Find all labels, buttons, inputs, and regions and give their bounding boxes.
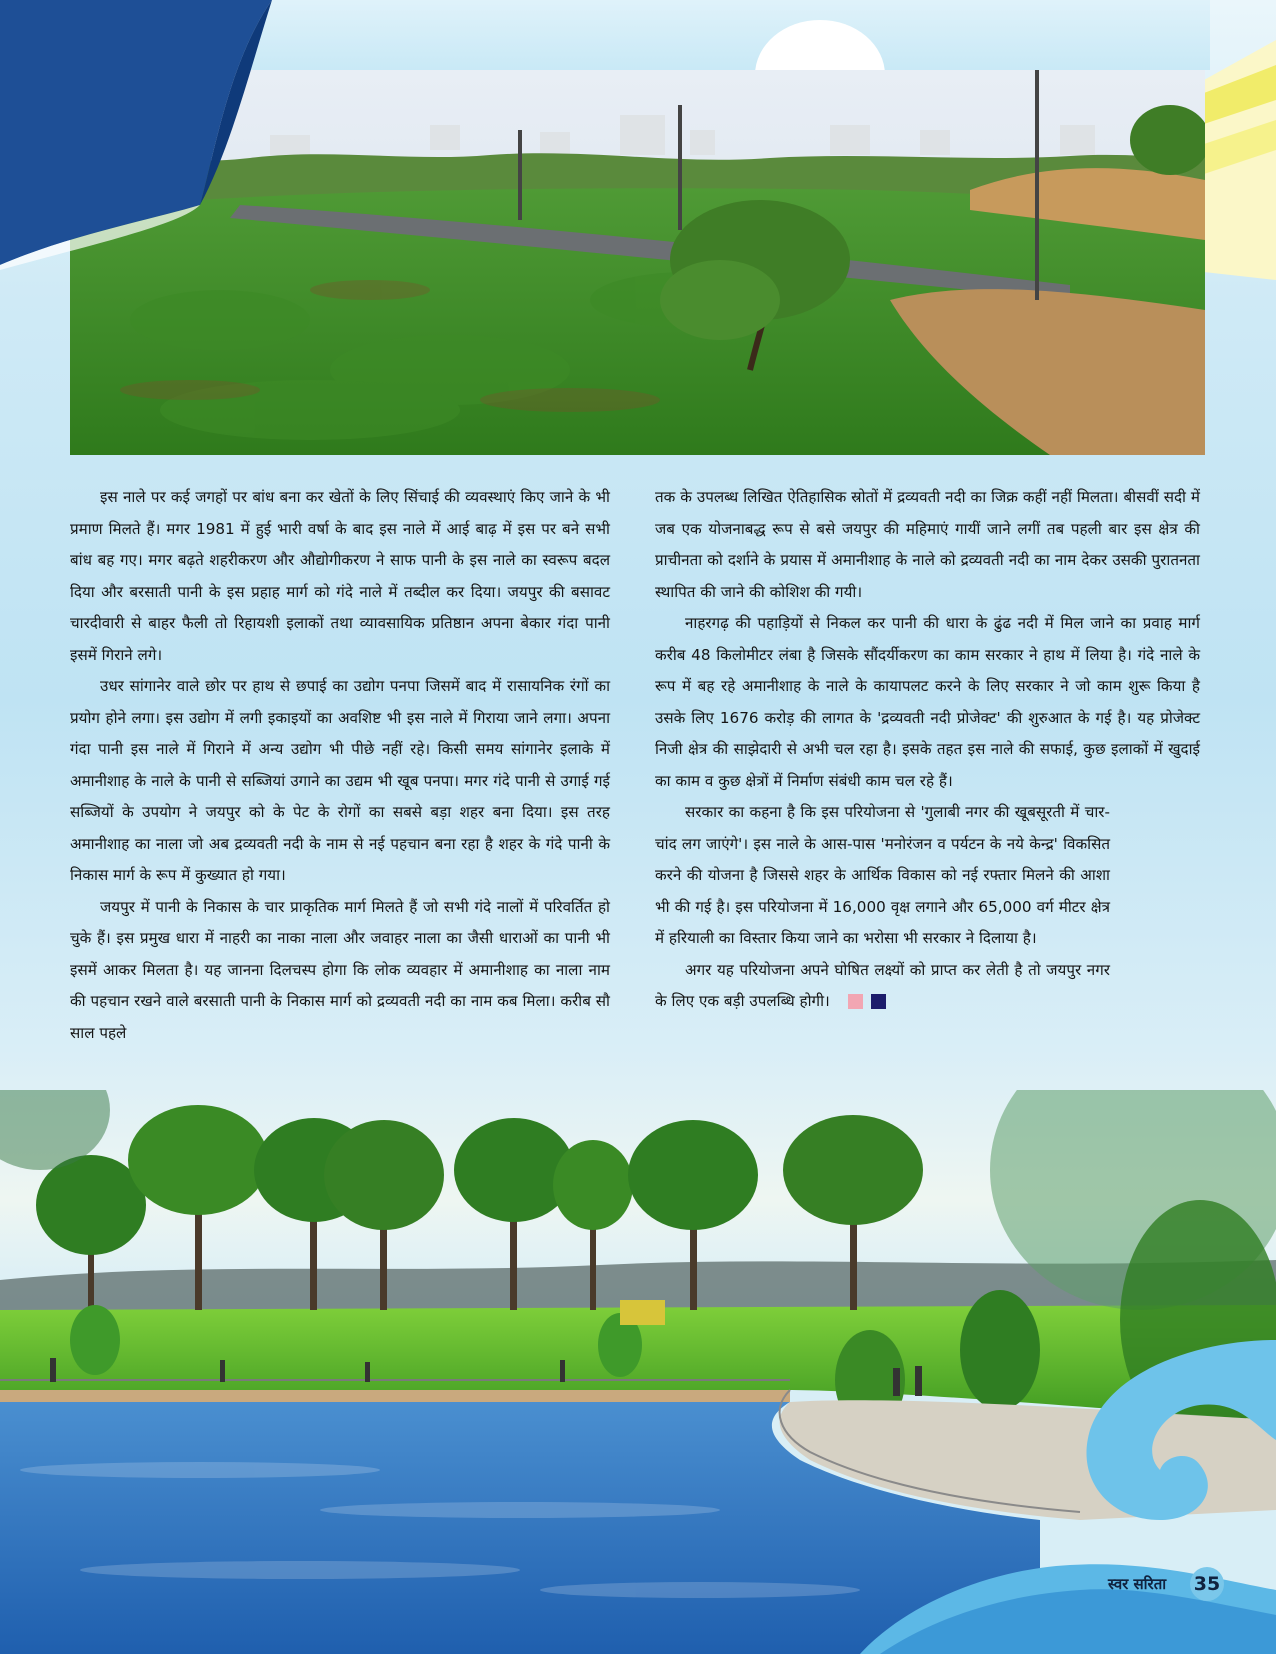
article-paragraph: तक के उपलब्ध लिखित ऐतिहासिक स्रोतों में द्रव्यवती नदी का जिक्र कहीं नहीं मिलता। बीसवीं सदी में जब एक योजनाबद्ध रूप से बसे जयपुर की महिमाएं गायीं जाने लगीं तब पहली बार इस क्षेत्र की प्राचीनता को दर्शाने के प्रयास में अमानीशाह के नाले को द्रव्यवती नदी का नाम देकर उसकी पुरातनता स्थापित की जाने की कोशिश की गयी।	[655, 488, 1200, 601]
article-paragraph: उधर सांगानेर वाले छोर पर हाथ से छपाई का उद्योग पनपा जिसमें बाद में रासायनिक रंगों का प्रयोग होने लगा। इस उद्योग में लगी इकाइयों का अवशिष्ट भी इस नाले में गिराया जाने लगा। अपना गंदा पानी इस नाले में गिराने में अन्य उद्योग भी पीछे नहीं रहे। किसी समय सांगानेर इलाके में अमानीशाह के नाले के पानी से सब्जियां उगाने का उद्यम भी खूब पनपा। मगर गंदे पानी से उगाई गई सब्जियों के उपयोग ने जयपुर को के पेट के रोगों का सबसे बड़ा शहर बना दिया। इस तरह अमानीशाह का नाला जो अब द्रव्यवती नदी के नाम से नई पहचान बना रहा है शहर के गंदे पानी के निकास मार्ग के रूप में कुख्यात हो गया।	[70, 677, 610, 884]
riverfront-illustration	[0, 1090, 1276, 1654]
end-mark-pink-square	[848, 994, 863, 1009]
article-paragraph: नाहरगढ़ की पहाड़ियों से निकल कर पानी की धारा के ढुंढ नदी में मिल जाने का प्रवाह मार्ग करीब 48 किलोमीटर लंबा है जिसके सौंदर्यीकरण का काम सरकार ने हाथ में लिया है। गंदे नाले के रूप में बह रहे अमानीशाह के नाले के कायापलट करने के लिए सरकार ने जो काम शुरू किया है उसके लिए 1676 करोड़ की लागत के 'द्रव्यवती नदी प्रोजेक्ट' की शुरुआत के गई है। यह प्रोजेक्ट निजी क्षेत्र की साझेदारी से अभी चल रहा है। इसके तहत इस नाले की सफाई, कुछ इलाकों में खुदाई का काम व कुछ क्षेत्रों में निर्माण संबंधी काम चल रहे हैं।	[655, 614, 1200, 790]
article-paragraph: सरकार का कहना है कि इस परियोजना से 'गुलाबी नगर की खूबसूरती में चार-चांद लग जाएंगे'। इस नाले के आस-पास 'मनोरंजन व पर्यटन के नये केन्द्र' विकसित करने की योजना है जिससे शहर के आर्थिक विकास को नई रफ्तार मिलने की आशा भी की गई है। इस परियोजना में 16,000 वृक्ष लगाने और 65,000 वर्ग मीटर क्षेत्र में हरियाली का विस्तार किया जाने का भरोसा भी सरकार ने दिलाया है।	[655, 803, 1110, 947]
page-curl-decoration	[0, 0, 280, 270]
end-mark-navy-square	[871, 994, 886, 1009]
article-left-column	[70, 482, 610, 1049]
article-paragraph: जयपुर में पानी के निकास के चार प्राकृतिक मार्ग मिलते हैं जो सभी गंदे नालों में परिवर्तित हो चुके हैं। इस प्रमुख धारा में नाहरी का नाका नाला और जवाहर नाला का जैसी धाराओं का पानी भी इसमें आकर मिलता है। यह जानना दिलचस्प होगा कि लोक व्यवहार में अमानीशाह का नाला नाम की पहचान रखने वाले बरसाती पानी के निकास मार्ग को द्रव्यवती नदी का नाम कब मिला। करीब सौ साल पहले	[70, 897, 610, 1042]
magazine-brand: स्वर सरिता	[1108, 1575, 1167, 1593]
article-paragraph-final	[655, 955, 1110, 1018]
page-number-badge: 35	[1190, 1567, 1224, 1601]
final-paragraph-text: अगर यह परियोजना अपने घोषित लक्ष्यों को प्राप्त कर लेती है तो जयपुर नगर के लिए एक बड़ी उपलब्धि होगी।	[655, 960, 1110, 1010]
article-right-column	[655, 482, 1200, 1018]
article-paragraph: इस नाले पर कई जगहों पर बांध बना कर खेतों के लिए सिंचाई की व्यवस्थाएं किए जाने के भी प्रमाण मिलते हैं। मगर 1981 में हुई भारी वर्षा के बाद इस नाले में आई बाढ़ में इस पर बने सभी बांध बह गए। मगर बढ़ते शहरीकरण और औद्योगीकरण ने साफ पानी के इस नाले का स्वरूप बदल दिया और बरसाती पानी के इस प्रहाह मार्ग को गंदे नाले में तब्दील कर दिया। जयपुर की बसावट चारदीवारी से बाहर फैली तो रिहायशी इलाकों तथा व्यावसायिक प्रतिष्ठान अपना बेकार गंदा पानी इसमें गिराने लगे।	[70, 488, 610, 664]
